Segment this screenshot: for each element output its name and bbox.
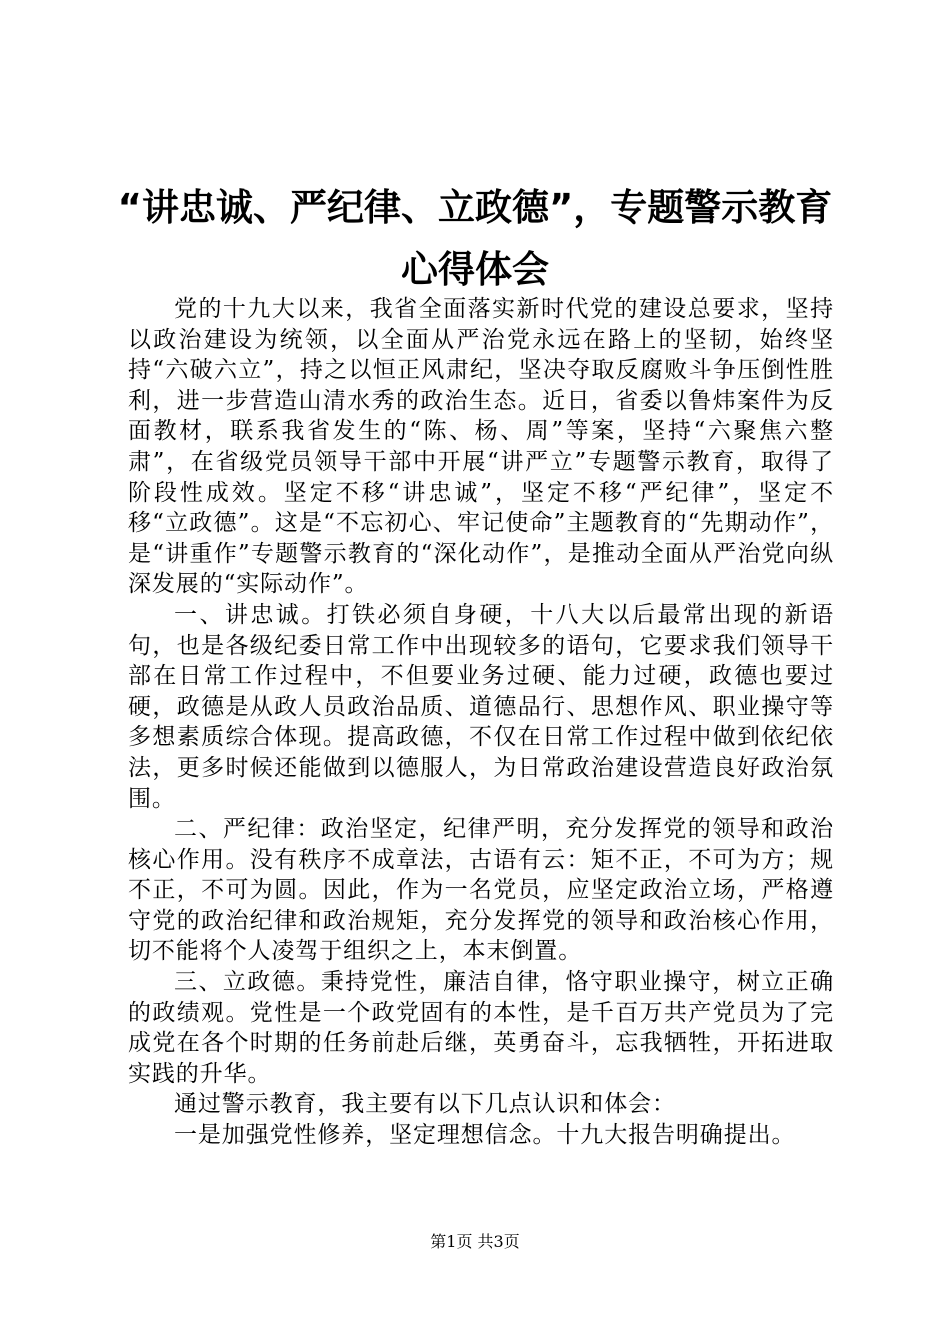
document-title-line-2: 心得体会 xyxy=(401,248,549,291)
paragraph-point-one: 一是加强党性修养，坚定理想信念。十九大报告明确提出。 xyxy=(174,1122,796,1149)
page-number-footer: 第1页 共3页 xyxy=(430,1232,520,1251)
paragraph-reflection-intro: 通过警示教育，我主要有以下几点认识和体会： xyxy=(174,1091,676,1118)
document-body xyxy=(128,294,834,1151)
paragraph-political-virtue: 三、立政德。秉持党性，廉洁自律，恪守职业操守，树立正确的政绩观。党性是一个政党固有的本性，是千百万共产党员为了完成党在各个时期的任务前赴后继，英勇奋斗，忘我牺牲，开拓进取实践的升华。 xyxy=(128,969,834,1087)
paragraph-intro: 党的十九大以来，我省全面落实新时代党的建设总要求，坚持以政治建设为统领，以全面从严治党永远在路上的坚韧，始终坚持“六破六立”，持之以恒正风肃纪，坚决夺取反腐败斗争压倒性胜利，进一步营造山清水秀的政治生态。近日，省委以鲁炜案件为反面教材，联系我省发生的“陈、杨、周”等案，坚持“六聚焦六整肃”，在省级党员领导干部中开展“讲严立”专题警示教育，取得了阶段性成效。坚定不移“讲忠诚”，坚定不移“严纪律”，坚定不移“立政德”。这是“不忘初心、牢记使命”主题教育的“先期动作”，是“讲重作”专题警示教育的“深化动作”，是推动全面从严治党向纵深发展的“实际动作”。 xyxy=(128,296,834,598)
paragraph-loyalty: 一、讲忠诚。打铁必须自身硬，十八大以后最常出现的新语句，也是各级纪委日常工作中出现较多的语句，它要求我们领导干部在日常工作过程中，不但要业务过硬、能力过硬，政德也要过硬，政德是从政人员政治品质、道德品行、思想作风、职业操守等多想素质综合体现。提高政德，不仅在日常工作过程中做到依纪依法，更多时候还能做到以德服人，为日常政治建设营造良好政治氛围。 xyxy=(128,601,834,812)
document-title-line-1: “讲忠诚、严纪律、立政德”，专题警示教育 xyxy=(117,186,833,229)
paragraph-discipline: 二、严纪律：政治坚定，纪律严明，充分发挥党的领导和政治核心作用。没有秩序不成章法，古语有云：矩不正，不可为方；规不正，不可为圆。因此，作为一名党员，应坚定政治立场，严格遵守党的政治纪律和政治规矩，充分发挥党的领导和政治核心作用，切不能将个人凌驾于组织之上，本末倒置。 xyxy=(128,816,834,965)
